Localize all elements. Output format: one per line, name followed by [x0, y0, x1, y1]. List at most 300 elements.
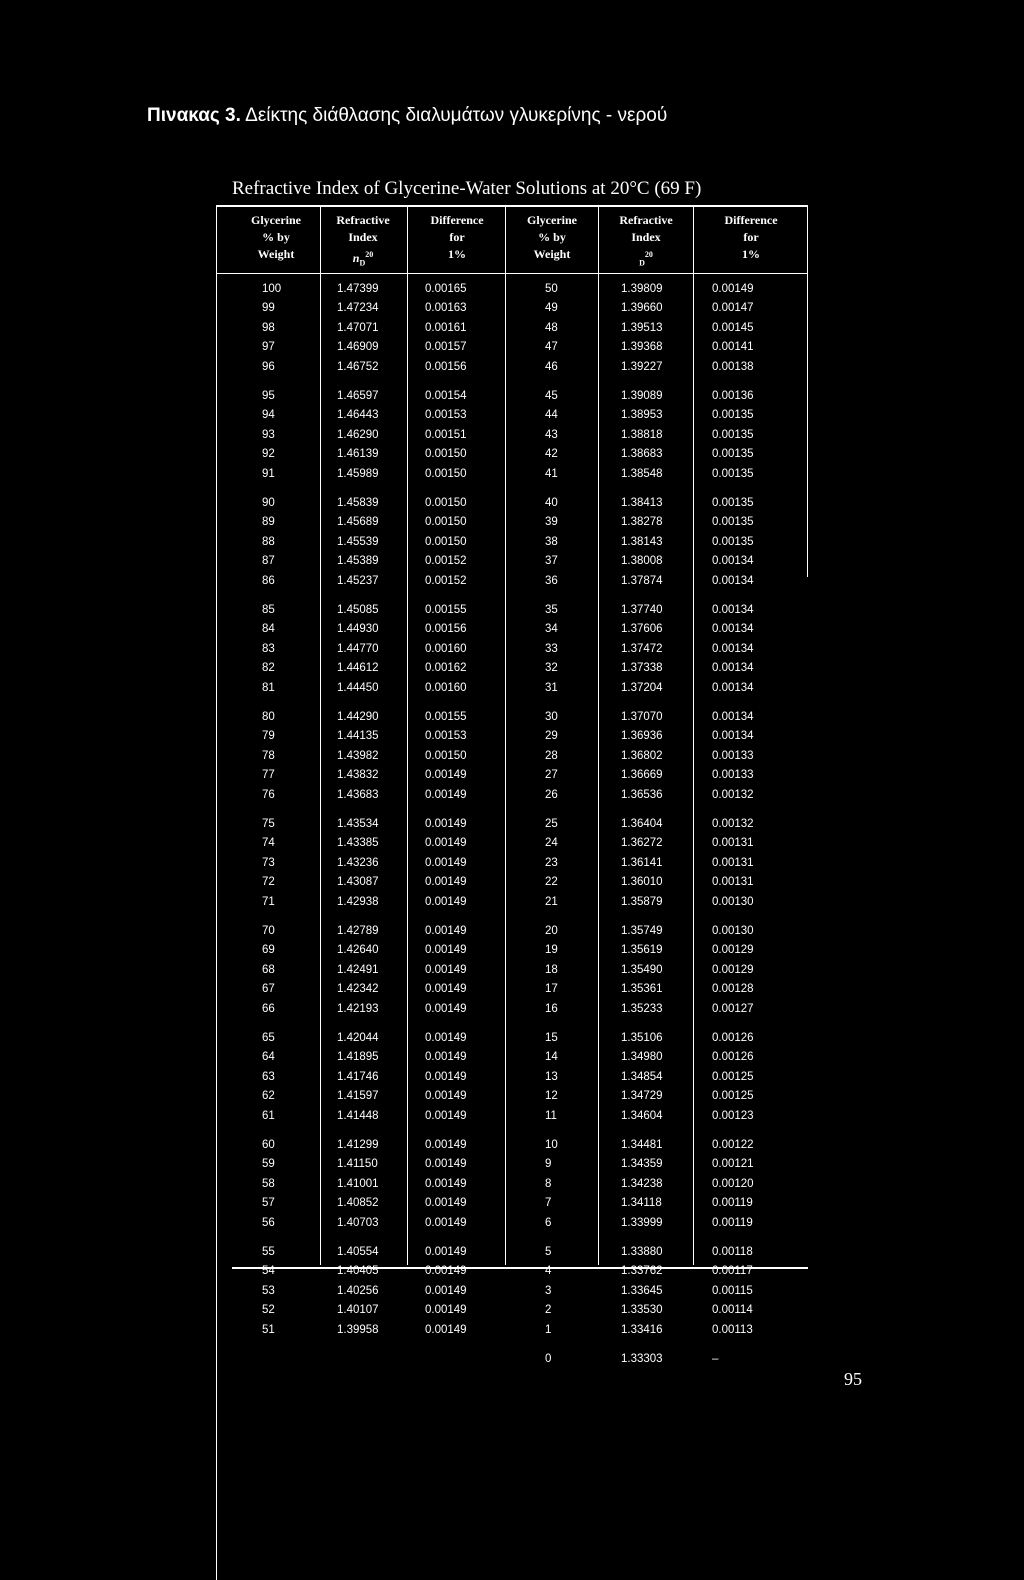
- left-cell-col2: 0.00157: [425, 341, 467, 354]
- left-cell-col0: 78: [262, 749, 275, 762]
- column-divider: [693, 206, 694, 1265]
- right-cell-col2: 0.00115: [712, 1284, 753, 1297]
- right-cell-col0: 24: [545, 837, 558, 850]
- left-cell-col1: 1.40852: [337, 1197, 379, 1210]
- left-cell-col1: 1.42044: [337, 1032, 379, 1044]
- right-cell-col0: 25: [545, 818, 558, 830]
- right-cell-col2: 0.00123: [712, 1109, 754, 1122]
- right-cell-col0: 32: [545, 662, 558, 675]
- left-cell-col2: 0.00149: [425, 856, 467, 869]
- right-cell-col1: 1.33762: [621, 1265, 663, 1278]
- left-cell-col0: 81: [262, 681, 275, 694]
- left-cell-col1: 1.47071: [337, 321, 379, 334]
- right-cell-col1: 1.37070: [621, 711, 663, 723]
- left-cell-col0: 79: [262, 730, 275, 743]
- left-cell-col1: 1.41448: [337, 1109, 379, 1122]
- right-cell-col2: 0.00135: [712, 428, 754, 441]
- left-cell-col0: 65: [262, 1032, 275, 1044]
- right-cell-col1: 1.36272: [621, 837, 663, 850]
- right-cell-col1: 1.33880: [621, 1246, 663, 1258]
- left-cell-col0: 68: [262, 963, 275, 976]
- right-cell-col1: 1.39089: [621, 390, 663, 402]
- right-cell-col0: 50: [545, 283, 558, 295]
- left-cell-col1: 1.44290: [337, 711, 379, 723]
- left-cell-col0: 71: [262, 895, 275, 908]
- left-cell-col2: 0.00155: [425, 711, 467, 723]
- left-cell-col0: 91: [262, 467, 275, 480]
- right-cell-col1: 1.38953: [621, 409, 663, 422]
- right-cell-col2: 0.00134: [712, 555, 754, 568]
- left-cell-col0: 93: [262, 428, 275, 441]
- right-cell-col0: 27: [545, 769, 558, 782]
- right-cell-col2: 0.00119: [712, 1216, 753, 1229]
- right-cell-col1: 1.36669: [621, 769, 663, 782]
- left-cell-col1: 1.41895: [337, 1051, 379, 1064]
- right-cell-col1: 1.34238: [621, 1177, 663, 1190]
- left-cell-col2: 0.00155: [425, 604, 467, 616]
- right-cell-col1: 1.35106: [621, 1032, 663, 1044]
- left-cell-col0: 58: [262, 1177, 275, 1190]
- right-cell-col1: 1.39513: [621, 321, 663, 334]
- left-cell-col0: 92: [262, 448, 275, 461]
- right-cell-col1: 1.36802: [621, 749, 663, 762]
- left-cell-col0: 85: [262, 604, 275, 616]
- right-cell-col1: 1.34980: [621, 1051, 663, 1064]
- right-cell-col1: 1.37740: [621, 604, 663, 616]
- right-cell-col1: 1.36010: [621, 876, 663, 889]
- left-cell-col2: 0.00150: [425, 448, 467, 461]
- table-caption: [147, 105, 667, 127]
- right-cell-col0: 46: [545, 360, 558, 373]
- left-cell-col0: 77: [262, 769, 275, 782]
- left-cell-col1: 1.43982: [337, 749, 379, 762]
- left-cell-col2: 0.00149: [425, 1002, 467, 1015]
- right-cell-col2: 0.00121: [712, 1158, 754, 1171]
- right-cell-col0: 15: [545, 1032, 558, 1044]
- right-cell-col1: 1.37204: [621, 681, 663, 694]
- right-cell-col1: 1.37472: [621, 642, 663, 655]
- left-cell-col1: 1.45389: [337, 555, 379, 568]
- left-cell-col2: 0.00153: [425, 730, 467, 743]
- right-cell-col0: 43: [545, 428, 558, 441]
- right-cell-col1: 1.34854: [621, 1070, 663, 1083]
- right-cell-col2: 0.00114: [712, 1304, 753, 1317]
- left-cell-col1: 1.42342: [337, 983, 379, 996]
- left-cell-col0: 98: [262, 321, 275, 334]
- page-number: 95: [844, 1369, 862, 1389]
- right-cell-col2: 0.00147: [712, 302, 754, 315]
- right-cell-col2: 0.00138: [712, 360, 754, 373]
- right-cell-col0: 21: [545, 895, 558, 908]
- left-cell-col0: 56: [262, 1216, 275, 1229]
- left-cell-col2: 0.00149: [425, 1197, 467, 1210]
- right-cell-col0: 26: [545, 788, 558, 801]
- left-cell-col0: 66: [262, 1002, 275, 1015]
- left-cell-col1: 1.44930: [337, 623, 379, 636]
- left-cell-col2: 0.00154: [425, 390, 467, 402]
- right-cell-col1: 1.35749: [621, 925, 663, 937]
- left-cell-col2: 0.00149: [425, 1139, 467, 1151]
- right-cell-col2: 0.00134: [712, 623, 754, 636]
- right-cell-col1: 1.35490: [621, 963, 663, 976]
- right-cell-col0: 33: [545, 642, 558, 655]
- right-cell-col2: 0.00131: [712, 856, 754, 869]
- left-cell-col2: 0.00156: [425, 623, 467, 636]
- right-cell-col2: 0.00135: [712, 497, 754, 509]
- left-cell-col0: 69: [262, 944, 275, 957]
- left-cell-col0: 59: [262, 1158, 275, 1171]
- header-difference-left: Difference for 1%: [430, 213, 484, 261]
- left-cell-col1: 1.46597: [337, 390, 379, 402]
- right-cell-col1: 1.35619: [621, 944, 663, 957]
- left-cell-col0: 88: [262, 535, 275, 548]
- right-cell-col2: 0.00126: [712, 1051, 754, 1064]
- left-cell-col2: 0.00150: [425, 535, 467, 548]
- left-cell-col2: 0.00160: [425, 681, 467, 694]
- left-cell-col1: 1.45237: [337, 574, 379, 587]
- left-cell-col1: 1.45085: [337, 604, 379, 616]
- right-cell-col0: 47: [545, 341, 558, 354]
- left-cell-col2: 0.00149: [425, 788, 467, 801]
- right-cell-col2: 0.00129: [712, 963, 754, 976]
- right-cell-col2: 0.00133: [712, 749, 754, 762]
- right-cell-col2: 0.00134: [712, 604, 754, 616]
- right-cell-col1: 1.33303: [621, 1353, 663, 1365]
- left-cell-col0: 96: [262, 360, 275, 373]
- right-cell-col0: 19: [545, 944, 558, 957]
- left-cell-col2: 0.00150: [425, 749, 467, 762]
- left-cell-col1: 1.42193: [337, 1002, 379, 1015]
- left-cell-col2: 0.00152: [425, 574, 467, 587]
- right-cell-col1: 1.39809: [621, 283, 663, 295]
- left-cell-col1: 1.43236: [337, 856, 379, 869]
- right-cell-col2: 0.00134: [712, 574, 754, 587]
- left-cell-col2: 0.00161: [425, 321, 467, 334]
- right-cell-col1: 1.34359: [621, 1158, 663, 1171]
- left-cell-col1: 1.43087: [337, 876, 379, 889]
- right-cell-col2: 0.00119: [712, 1197, 753, 1210]
- left-cell-col2: 0.00150: [425, 497, 467, 509]
- table-header-rule: [216, 273, 808, 274]
- left-cell-col1: 1.46139: [337, 448, 379, 461]
- right-cell-col0: 41: [545, 467, 558, 480]
- left-cell-col2: 0.00149: [425, 1051, 467, 1064]
- right-cell-col1: 1.36141: [621, 856, 663, 869]
- left-cell-col0: 89: [262, 516, 275, 529]
- column-divider: [320, 206, 321, 1265]
- left-cell-col1: 1.42789: [337, 925, 379, 937]
- right-cell-col2: 0.00113: [712, 1323, 753, 1336]
- right-cell-col0: 40: [545, 497, 558, 509]
- left-cell-col2: 0.00149: [425, 1323, 467, 1336]
- right-cell-col2: –: [712, 1353, 719, 1365]
- table-top-rule: [216, 205, 808, 207]
- right-cell-col2: 0.00132: [712, 788, 754, 801]
- left-cell-col2: 0.00149: [425, 818, 467, 830]
- left-cell-col0: 99: [262, 302, 275, 315]
- caption-label: Πινακας 3.: [147, 105, 241, 126]
- right-cell-col0: 42: [545, 448, 558, 461]
- right-cell-col0: 12: [545, 1090, 558, 1103]
- left-cell-col0: 94: [262, 409, 275, 422]
- right-cell-col1: 1.34729: [621, 1090, 663, 1103]
- right-cell-col1: 1.37338: [621, 662, 663, 675]
- left-cell-col2: 0.00149: [425, 925, 467, 937]
- left-cell-col0: 97: [262, 341, 275, 354]
- left-cell-col0: 70: [262, 925, 275, 937]
- left-cell-col1: 1.41150: [337, 1158, 378, 1171]
- right-cell-col2: 0.00149: [712, 283, 754, 295]
- left-cell-col2: 0.00149: [425, 1265, 467, 1278]
- right-cell-col0: 48: [545, 321, 558, 334]
- left-cell-col2: 0.00151: [425, 428, 467, 441]
- right-cell-col0: 45: [545, 390, 558, 402]
- left-cell-col2: 0.00152: [425, 555, 467, 568]
- right-cell-col2: 0.00120: [712, 1177, 754, 1190]
- left-cell-col2: 0.00149: [425, 1158, 467, 1171]
- right-cell-col1: 1.35879: [621, 895, 663, 908]
- right-cell-col0: 0: [545, 1353, 552, 1365]
- right-cell-col0: 5: [545, 1246, 552, 1258]
- left-cell-col1: 1.40405: [337, 1265, 379, 1278]
- right-cell-col1: 1.34481: [621, 1139, 663, 1151]
- left-cell-col2: 0.00149: [425, 1284, 467, 1297]
- right-cell-col0: 44: [545, 409, 558, 422]
- right-cell-col2: 0.00130: [712, 925, 754, 937]
- left-cell-col0: 63: [262, 1070, 275, 1083]
- right-cell-col0: 1: [545, 1323, 552, 1336]
- left-cell-col1: 1.45839: [337, 497, 379, 509]
- left-cell-col2: 0.00156: [425, 360, 467, 373]
- left-cell-col2: 0.00149: [425, 1070, 467, 1083]
- right-cell-col0: 35: [545, 604, 558, 616]
- right-cell-col0: 37: [545, 555, 558, 568]
- right-cell-col1: 1.39660: [621, 302, 663, 315]
- right-cell-col2: 0.00133: [712, 769, 754, 782]
- right-cell-col1: 1.37606: [621, 623, 663, 636]
- left-cell-col1: 1.44450: [337, 681, 379, 694]
- right-cell-col2: 0.00135: [712, 516, 754, 529]
- right-cell-col1: 1.33999: [621, 1216, 663, 1229]
- left-cell-col0: 76: [262, 788, 275, 801]
- left-cell-col1: 1.42491: [337, 963, 379, 976]
- right-cell-col2: 0.00135: [712, 409, 754, 422]
- left-cell-col0: 87: [262, 555, 275, 568]
- left-cell-col1: 1.41299: [337, 1139, 379, 1151]
- right-cell-col2: 0.00134: [712, 681, 754, 694]
- right-cell-col1: 1.38818: [621, 428, 663, 441]
- right-cell-col1: 1.39368: [621, 341, 663, 354]
- right-cell-col0: 29: [545, 730, 558, 743]
- right-cell-col1: 1.38413: [621, 497, 663, 509]
- right-cell-col2: 0.00125: [712, 1070, 754, 1083]
- right-cell-col2: 0.00122: [712, 1139, 754, 1151]
- right-cell-col1: 1.38278: [621, 516, 663, 529]
- left-cell-col0: 90: [262, 497, 275, 509]
- left-cell-col2: 0.00160: [425, 642, 467, 655]
- right-cell-col0: 23: [545, 856, 558, 869]
- left-cell-col0: 53: [262, 1284, 275, 1297]
- left-cell-col0: 95: [262, 390, 275, 402]
- left-cell-col0: 73: [262, 856, 275, 869]
- left-cell-col0: 80: [262, 711, 275, 723]
- right-cell-col2: 0.00134: [712, 730, 754, 743]
- left-cell-col2: 0.00150: [425, 467, 467, 480]
- right-cell-col1: 1.38143: [621, 535, 663, 548]
- right-cell-col1: 1.38548: [621, 467, 663, 480]
- right-cell-col2: 0.00134: [712, 662, 754, 675]
- right-cell-col2: 0.00134: [712, 711, 754, 723]
- right-cell-col2: 0.00118: [712, 1246, 753, 1258]
- right-cell-col0: 20: [545, 925, 558, 937]
- right-cell-col2: 0.00135: [712, 448, 754, 461]
- left-cell-col0: 72: [262, 876, 275, 889]
- left-cell-col1: 1.44612: [337, 662, 379, 675]
- left-cell-col2: 0.00149: [425, 769, 467, 782]
- left-cell-col1: 1.47399: [337, 283, 379, 295]
- right-cell-col2: 0.00129: [712, 944, 754, 957]
- right-cell-col0: 16: [545, 1002, 558, 1015]
- left-cell-col1: 1.46443: [337, 409, 379, 422]
- right-cell-col1: 1.35233: [621, 1002, 663, 1015]
- left-cell-col1: 1.44135: [337, 730, 379, 743]
- right-cell-col2: 0.00125: [712, 1090, 754, 1103]
- right-cell-col2: 0.00127: [712, 1002, 754, 1015]
- right-cell-col2: 0.00136: [712, 390, 754, 402]
- left-cell-col0: 54: [262, 1265, 275, 1278]
- right-cell-col2: 0.00141: [712, 341, 754, 354]
- left-cell-col1: 1.41597: [337, 1090, 379, 1103]
- right-cell-col2: 0.00117: [712, 1265, 753, 1278]
- left-cell-col2: 0.00149: [425, 1032, 467, 1044]
- left-cell-col1: 1.46909: [337, 341, 379, 354]
- right-cell-col2: 0.00145: [712, 321, 754, 334]
- left-cell-col2: 0.00149: [425, 1177, 467, 1190]
- right-cell-col0: 6: [545, 1216, 552, 1229]
- left-cell-col0: 55: [262, 1246, 275, 1258]
- left-cell-col1: 1.43683: [337, 788, 379, 801]
- right-cell-col2: 0.00135: [712, 535, 754, 548]
- header-refractive-right: Refractive Index $_D^{20}$: [619, 213, 673, 268]
- right-cell-col2: 0.00128: [712, 983, 754, 996]
- right-cell-col0: 22: [545, 876, 558, 889]
- column-divider: [598, 206, 599, 1265]
- left-cell-col2: 0.00149: [425, 1246, 467, 1258]
- header-refractive-left: Refractive Index $n_D^{20}$: [336, 213, 390, 268]
- right-cell-col2: 0.00135: [712, 467, 754, 480]
- left-cell-col0: 86: [262, 574, 275, 587]
- left-cell-col1: 1.40554: [337, 1246, 379, 1258]
- left-cell-col0: 100: [262, 283, 282, 295]
- left-cell-col1: 1.43385: [337, 837, 379, 850]
- right-cell-col2: 0.00131: [712, 837, 754, 850]
- header-glycerine-left: Glycerine % by Weight: [251, 213, 301, 261]
- left-cell-col1: 1.45689: [337, 516, 379, 529]
- right-cell-col0: 39: [545, 516, 558, 529]
- left-cell-col2: 0.00149: [425, 944, 467, 957]
- left-cell-col0: 51: [262, 1323, 275, 1336]
- left-cell-col2: 0.00150: [425, 516, 467, 529]
- left-cell-col0: 60: [262, 1139, 275, 1151]
- left-cell-col0: 83: [262, 642, 275, 655]
- left-cell-col1: 1.43534: [337, 818, 379, 830]
- right-cell-col2: 0.00130: [712, 895, 754, 908]
- left-cell-col0: 74: [262, 837, 275, 850]
- right-cell-col0: 11: [545, 1109, 557, 1122]
- left-cell-col2: 0.00149: [425, 1090, 467, 1103]
- right-cell-col0: 10: [545, 1139, 558, 1151]
- right-cell-col0: 49: [545, 302, 558, 315]
- column-divider: [505, 206, 506, 1265]
- right-cell-col0: 31: [545, 681, 558, 694]
- left-cell-col1: 1.44770: [337, 642, 379, 655]
- left-cell-col2: 0.00162: [425, 662, 467, 675]
- left-cell-col2: 0.00149: [425, 837, 467, 850]
- left-cell-col0: 62: [262, 1090, 275, 1103]
- right-cell-col0: 9: [545, 1158, 552, 1171]
- table-title: Refractive Index of Glycerine-Water Solutions at 20°C (69 F): [232, 178, 702, 199]
- right-cell-col0: 17: [545, 983, 558, 996]
- left-cell-col0: 64: [262, 1051, 275, 1064]
- left-cell-col2: 0.00149: [425, 963, 467, 976]
- left-cell-col1: 1.42938: [337, 895, 379, 908]
- right-cell-col1: 1.38008: [621, 555, 663, 568]
- right-cell-col0: 14: [545, 1051, 558, 1064]
- left-cell-col0: 75: [262, 818, 275, 830]
- column-divider: [407, 206, 408, 1265]
- right-cell-col1: 1.36536: [621, 788, 663, 801]
- right-cell-col0: 30: [545, 711, 558, 723]
- left-cell-col1: 1.41746: [337, 1070, 379, 1083]
- right-cell-col0: 4: [545, 1265, 552, 1278]
- right-cell-col2: 0.00132: [712, 818, 754, 830]
- right-cell-col1: 1.35361: [621, 983, 663, 996]
- left-cell-col2: 0.00149: [425, 876, 467, 889]
- left-cell-col1: 1.45539: [337, 535, 379, 548]
- left-cell-col1: 1.42640: [337, 944, 379, 957]
- left-cell-col1: 1.40107: [337, 1304, 379, 1317]
- right-cell-col0: 36: [545, 574, 558, 587]
- right-cell-col1: 1.33645: [621, 1284, 663, 1297]
- right-cell-col0: 7: [545, 1197, 552, 1210]
- right-cell-col2: 0.00126: [712, 1032, 754, 1044]
- left-cell-col1: 1.39958: [337, 1323, 379, 1336]
- left-cell-col1: 1.47234: [337, 302, 379, 315]
- left-cell-col2: 0.00149: [425, 1109, 467, 1122]
- left-cell-col2: 0.00149: [425, 1216, 467, 1229]
- right-cell-col0: 2: [545, 1304, 552, 1317]
- left-cell-col2: 0.00149: [425, 895, 467, 908]
- left-cell-col2: 0.00149: [425, 1304, 467, 1317]
- left-cell-col2: 0.00149: [425, 983, 467, 996]
- left-cell-col2: 0.00163: [425, 302, 467, 315]
- right-cell-col0: 3: [545, 1284, 552, 1297]
- left-cell-col0: 67: [262, 983, 275, 996]
- right-cell-col1: 1.34604: [621, 1109, 663, 1122]
- left-cell-col1: 1.46290: [337, 428, 379, 441]
- right-cell-col1: 1.36404: [621, 818, 663, 830]
- right-cell-col0: 28: [545, 749, 558, 762]
- right-cell-col1: 1.37874: [621, 574, 663, 587]
- right-cell-col0: 8: [545, 1177, 552, 1190]
- right-cell-col2: 0.00131: [712, 876, 754, 889]
- caption-text: Δείκτης διάθλασης διαλυμάτων γλυκερίνης - νερού: [245, 105, 668, 126]
- left-cell-col0: 52: [262, 1304, 275, 1317]
- table-left-border: [216, 206, 217, 1580]
- left-cell-col0: 84: [262, 623, 275, 636]
- right-cell-col1: 1.33530: [621, 1304, 663, 1317]
- left-cell-col1: 1.40256: [337, 1284, 379, 1297]
